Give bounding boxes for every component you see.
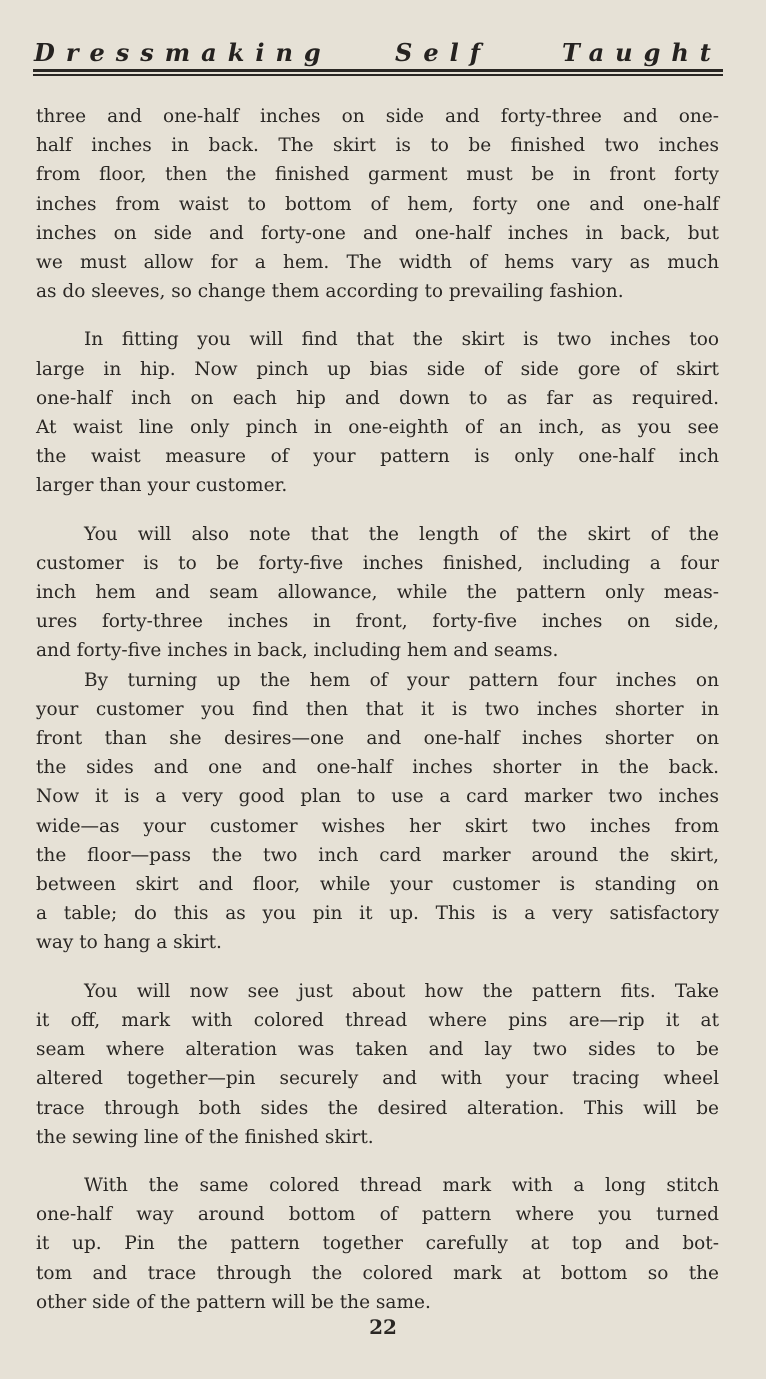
header-word-dressmaking: Dressmaking	[34, 38, 332, 67]
text-line: from floor, then the finished garment must be in front forty	[36, 164, 719, 186]
text-line: inch hem and seam allowance, while the pattern only meas-	[36, 582, 719, 604]
text-line: At waist line only pinch in one-eighth of an inch, as you see	[36, 417, 719, 439]
text-line: the sides and one and one-half inches shorter in the back.	[36, 757, 719, 779]
text-line: half inches in back. The skirt is to be finished two inches	[36, 135, 719, 157]
text-line: Now it is a very good plan to use a card marker two inches	[36, 786, 719, 808]
running-header	[34, 38, 724, 68]
text-line: and forty-five inches in back, including hem and seams.	[36, 640, 559, 662]
text-line: You will also note that the length of the skirt of the	[84, 523, 719, 545]
text-line: inches on side and forty-one and one-half inches in back, but	[36, 222, 719, 244]
text-line: You will now see just about how the pattern fits. Take	[84, 980, 719, 1002]
text-line: front than she desires—one and one-half inches shorter on	[36, 728, 719, 750]
text-line: inches from waist to bottom of hem, forty one and one-half	[36, 193, 719, 215]
text-line: By turning up the hem of your pattern four inches on	[84, 669, 719, 691]
text-line: as do sleeves, so change them according to prevailing fashion.	[36, 281, 624, 303]
text-line: one-half way around bottom of pattern where you turned	[36, 1204, 719, 1226]
header-rule-thin	[33, 74, 723, 76]
text-line: the sewing line of the finished skirt.	[36, 1126, 374, 1148]
text-line: altered together—pin securely and with your tracing wheel	[36, 1068, 719, 1090]
text-line: between skirt and floor, while your customer is standing on	[36, 874, 719, 896]
text-line: we must allow for a hem. The width of hems vary as much	[36, 252, 719, 274]
text-line: a table; do this as you pin it up. This is a very satisfactory	[36, 903, 719, 925]
header-word-taught: Taught	[562, 38, 722, 67]
text-line: it off, mark with colored thread where pins are—rip it at	[36, 1009, 719, 1031]
text-line: larger than your customer.	[36, 475, 288, 497]
text-line: wide—as your customer wishes her skirt two inches from	[36, 815, 719, 837]
text-line: seam where alteration was taken and lay two sides to be	[36, 1039, 719, 1061]
text-line: customer is to be forty-five inches finished, including a four	[36, 552, 719, 574]
text-line: way to hang a skirt.	[36, 932, 222, 954]
text-line: one-half inch on each hip and down to as far as required.	[36, 387, 719, 409]
text-line: trace through both sides the desired alteration. This will be	[36, 1097, 719, 1119]
text-line: other side of the pattern will be the same.	[36, 1291, 431, 1313]
text-line: tom and trace through the colored mark at bottom so the	[36, 1262, 719, 1284]
text-line: With the same colored thread mark with a long stitch	[84, 1174, 719, 1196]
text-line: the waist measure of your pattern is only one-half inch	[36, 446, 719, 468]
body-text	[36, 102, 719, 1317]
text-line: the floor—pass the two inch card marker around the skirt,	[36, 844, 719, 866]
header-word-self: Self	[395, 38, 492, 67]
text-line: In fitting you will find that the skirt is two inches too	[84, 329, 719, 351]
text-line: ures forty-three inches in front, forty-five inches on side,	[36, 611, 719, 633]
text-line: your customer you find then that it is two inches shorter in	[36, 698, 719, 720]
page-number: 22	[369, 1315, 397, 1339]
text-line: large in hip. Now pinch up bias side of side gore of skirt	[36, 358, 719, 380]
text-line: it up. Pin the pattern together carefully at top and bot-	[36, 1233, 719, 1255]
header-rule-thick	[33, 69, 723, 72]
text-line: three and one-half inches on side and forty-three and one-	[36, 106, 719, 127]
